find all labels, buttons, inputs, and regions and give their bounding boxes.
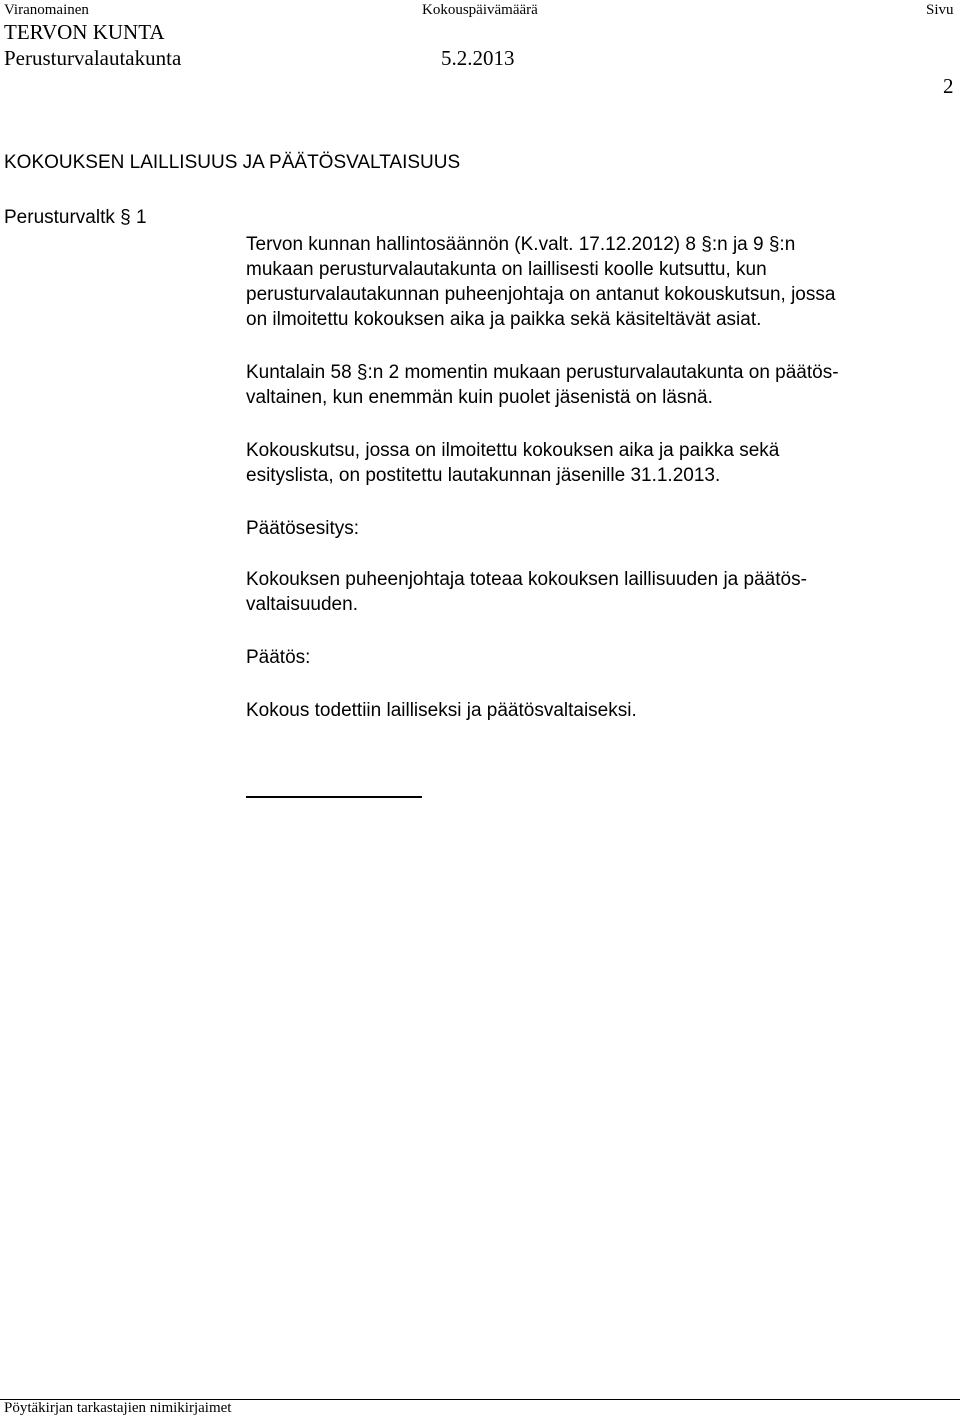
case-reference: Perusturvaltk § 1 [4, 207, 147, 228]
header-authority: Perusturvalautakunta [4, 46, 182, 70]
header-authority-label: Viranomainen [4, 2, 89, 18]
paragraph-line: Kokouksen puheenjohtaja toteaa kokouksen laillisuuden ja päätös- [246, 569, 807, 590]
paragraph-line: mukaan perusturvalautakunta on laillisesti koolle kutsuttu, kun [246, 259, 767, 280]
section-title: KOKOUKSEN LAILLISUUS JA PÄÄTÖSVALTAISUUS [4, 152, 461, 173]
header-organization: TERVON KUNTA [4, 20, 165, 44]
paragraph-quorum [246, 360, 946, 410]
paragraph-line: Kokouskutsu, jossa on ilmoitettu kokouksen aika ja paikka sekä [246, 440, 780, 461]
paragraph-line: perusturvalautakunnan puheenjohtaja on antanut kokouskutsun, jossa [246, 284, 836, 305]
proposal-text [246, 567, 946, 617]
paragraph-line: Tervon kunnan hallintosäännön (K.valt. 17.12.2012) 8 §:n ja 9 §:n [246, 234, 796, 255]
footer-reviewer-initials-label: Pöytäkirjan tarkastajien nimikirjaimet [4, 1400, 232, 1416]
header-page-number: 2 [943, 74, 954, 98]
paragraph-line: Kuntalain 58 §:n 2 momentin mukaan perusturvalautakunta on päätös- [246, 362, 839, 383]
decision-heading: Päätös: [246, 647, 311, 668]
paragraph-line: on ilmoitettu kokouksen aika ja paikka sekä käsiteltävät asiat. [246, 309, 762, 330]
paragraph-line: esityslista, on postitettu lautakunnan jäsenille 31.1.2013. [246, 465, 721, 486]
paragraph-invitation-sent [246, 438, 946, 488]
paragraph-line: valtaisuuden. [246, 594, 358, 615]
paragraph-meeting-convened [246, 232, 946, 332]
signature-line [246, 796, 422, 798]
header-meeting-date-label: Kokouspäivämäärä [422, 2, 538, 18]
proposal-heading: Päätösesitys: [246, 518, 359, 539]
decision-text: Kokous todettiin lailliseksi ja päätösvaltaiseksi. [246, 700, 637, 721]
paragraph-line: valtainen, kun enemmän kuin puolet jäsenistä on läsnä. [246, 387, 713, 408]
header-meeting-date: 5.2.2013 [441, 46, 515, 70]
header-page-label: Sivu [926, 2, 954, 18]
